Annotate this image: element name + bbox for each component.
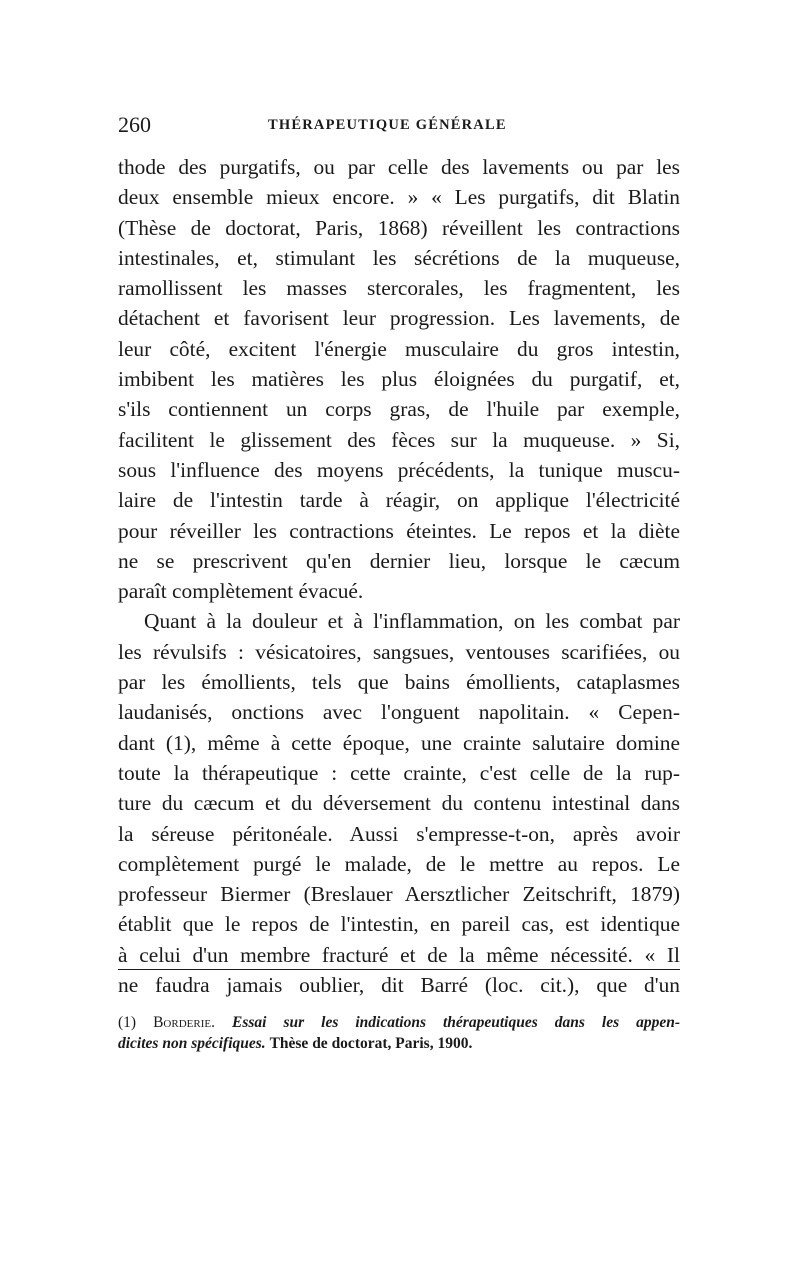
text-line: la séreuse péritonéale. Aussi s'empresse-t-on, après avoir (118, 821, 680, 846)
footnote (118, 1012, 680, 1054)
text-line: par les émollients, tels que bains émollients, cataplasmes (118, 670, 680, 695)
footnote-title-part2: dicites non spécifiques. (118, 1035, 266, 1052)
text-line: toute la thérapeutique : cette crainte, c'est celle de la rup- (118, 760, 680, 785)
text-line: imbibent les matières les plus éloignées du purgatif, et, (118, 367, 680, 392)
text-line: sous l'influence des moyens précédents, la tunique muscu- (118, 457, 680, 482)
text-line: thode des purgatifs, ou par celle des lavements ou par les (118, 155, 680, 179)
page-header (118, 112, 680, 142)
footnote-marker: (1) (118, 1014, 137, 1031)
footnote-details: Thèse de doctorat, Paris, 1900. (269, 1035, 473, 1052)
text-line: professeur Biermer (Breslauer Aersztlicher Zeitschrift, 1879) (118, 882, 680, 907)
text-line: établit que le repos de l'intestin, en pareil cas, est identique (118, 912, 680, 937)
text-line: (Thèse de doctorat, Paris, 1868) réveillent les contractions (118, 215, 680, 240)
text-line: laudanisés, onctions avec l'onguent napolitain. « Cepen- (118, 700, 680, 725)
footnote-title-part1: Essai sur les indications thérapeutiques dans les appen- (232, 1014, 681, 1031)
text-line: ture du cæcum et du déversement du contenu intestinal dans (118, 791, 680, 816)
text-line: les révulsifs : vésicatoires, sangsues, ventouses scarifiées, ou (118, 639, 680, 664)
text-line: complètement purgé le malade, de le mettre au repos. Le (118, 851, 680, 876)
text-line: ramollissent les masses stercorales, les fragmentent, les (118, 276, 680, 301)
footnote-divider (118, 969, 680, 970)
text-line: Quant à la douleur et à l'inflammation, on les combat par (144, 609, 680, 634)
text-line: leur côté, excitent l'énergie musculaire du gros intestin, (118, 336, 680, 361)
text-line: laire de l'intestin tarde à réagir, on applique l'électricité (118, 488, 680, 513)
text-line: paraît complètement évacué. (118, 579, 364, 604)
body-text (118, 152, 680, 1000)
text-line: s'ils contiennent un corps gras, de l'huile par exemple, (118, 397, 680, 422)
text-line: deux ensemble mieux encore. » « Les purgatifs, dit Blatin (118, 185, 680, 210)
text-line: pour réveiller les contractions éteintes. Le repos et la diète (118, 518, 680, 543)
running-head: THÉRAPEUTIQUE GÉNÉRALE (268, 117, 507, 133)
text-line: à celui d'un membre fracturé et de la même nécessité. « Il (118, 942, 680, 967)
footnote-author: Borderie. (153, 1014, 215, 1031)
text-line: dant (1), même à cette époque, une crainte salutaire domine (118, 730, 680, 755)
text-line: ne faudra jamais oublier, dit Barré (loc. cit.), que d'un (118, 973, 680, 998)
page-number: 260 (118, 112, 151, 137)
footnote-line (118, 1012, 680, 1033)
text-line: détachent et favorisent leur progression. Les lavements, de (118, 306, 680, 331)
text-line: intestinales, et, stimulant les sécrétions de la muqueuse, (118, 245, 680, 270)
text-line: facilitent le glissement des fèces sur la muqueuse. » Si, (118, 427, 680, 452)
footnote-line (118, 1033, 680, 1054)
text-line: ne se prescrivent qu'en dernier lieu, lorsque le cæcum (118, 548, 680, 573)
